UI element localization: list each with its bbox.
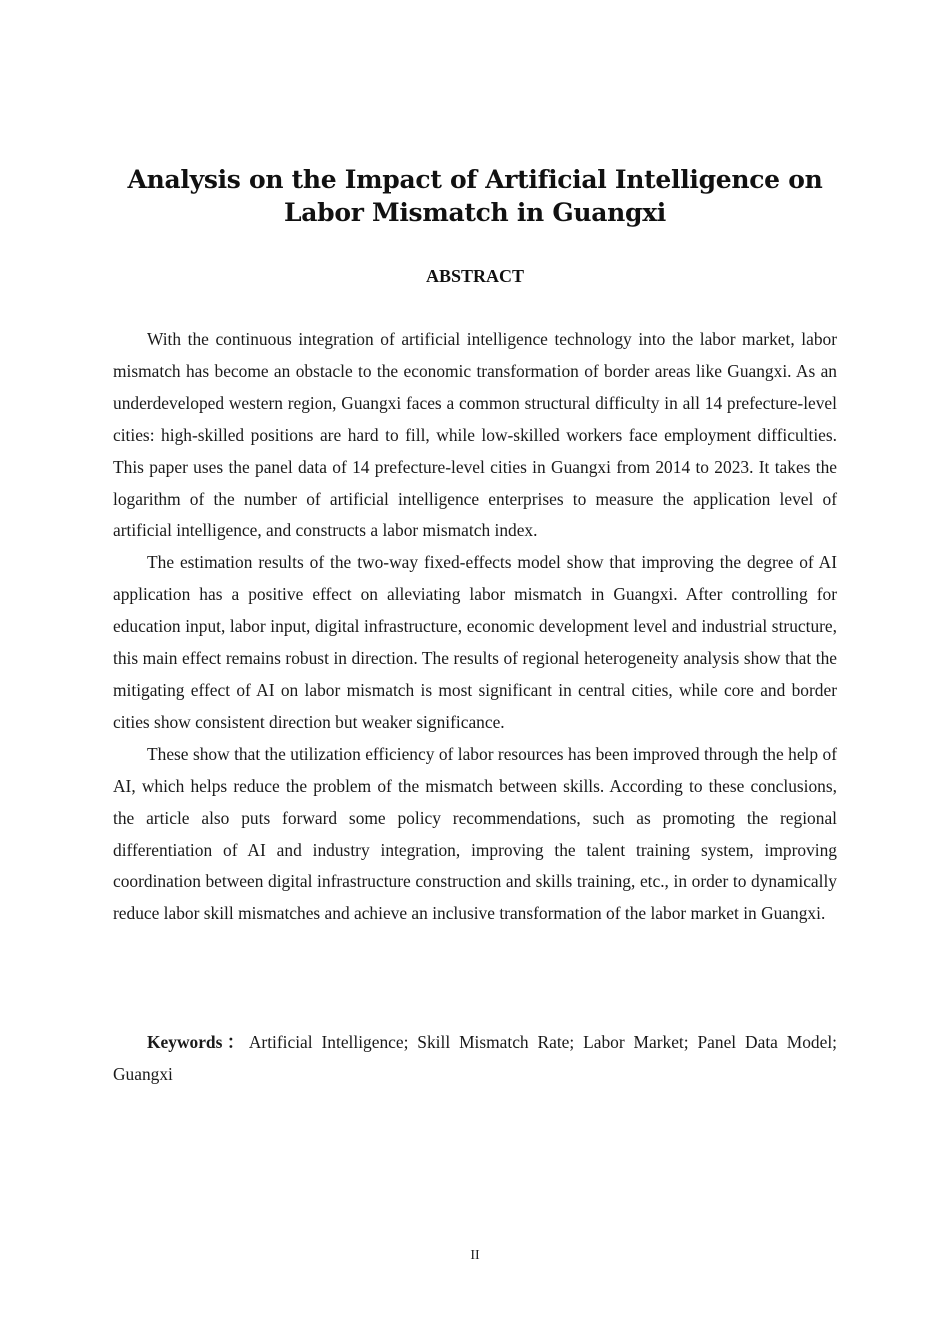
- paper-title-line-1: Analysis on the Impact of Artificial Intelligence on: [127, 165, 823, 194]
- keywords-label: Keywords：: [147, 1032, 249, 1052]
- abstract-body: [113, 324, 837, 930]
- keywords-line: [113, 1026, 837, 1090]
- keywords-text: Artificial Intelligence; Skill Mismatch Rate; Labor Market; Panel Data Model; Guangxi: [113, 1032, 838, 1084]
- paper-title-line-2: Labor Mismatch in Guangxi: [283, 198, 666, 227]
- abstract-paragraph-3: These show that the utilization efficiency of labor resources has been improved through the help of AI, which helps reduce the problem of the mismatch between skills. According to these conclusions, the article also puts forward some policy recommendations, such as promoting the regional differentiation of AI and industry integration, improving the talent training system, improving coordination between digital infrastructure construction and skills training, etc., in order to dynamically reduce labor skill mismatches and achieve an inclusive transformation of the labor market in Guangxi.: [113, 743, 837, 924]
- abstract-paragraph-2: The estimation results of the two-way fixed-effects model show that improving the degree of AI application has a positive effect on alleviating labor mismatch in Guangxi. After controlling for education input, labor input, digital infrastructure, economic development level and industrial structure, this main effect remains robust in direction. The results of regional heterogeneity analysis show that the mitigating effect of AI on labor mismatch is most significant in central cities, while core and border cities show consistent direction but weaker significance.: [113, 552, 837, 732]
- abstract-paragraph-1: With the continuous integration of artificial intelligence technology into the labor market, labor mismatch has become an obstacle to the economic transformation of border areas like Guangxi. As an underdeveloped western region, Guangxi faces a common structural difficulty in all 14 prefecture-level cities: high-skilled positions are hard to fill, while low-skilled workers face employment difficulties. This paper uses the panel data of 14 prefecture-level cities in Guangxi from 2014 to 2023. It takes the logarithm of the number of artificial intelligence enterprises to measure the application level of artificial intelligence, and constructs a labor mismatch index.: [113, 329, 837, 541]
- paper-title: [100, 163, 850, 229]
- page-number: II: [470, 1248, 480, 1263]
- abstract-heading: ABSTRACT: [425, 266, 525, 286]
